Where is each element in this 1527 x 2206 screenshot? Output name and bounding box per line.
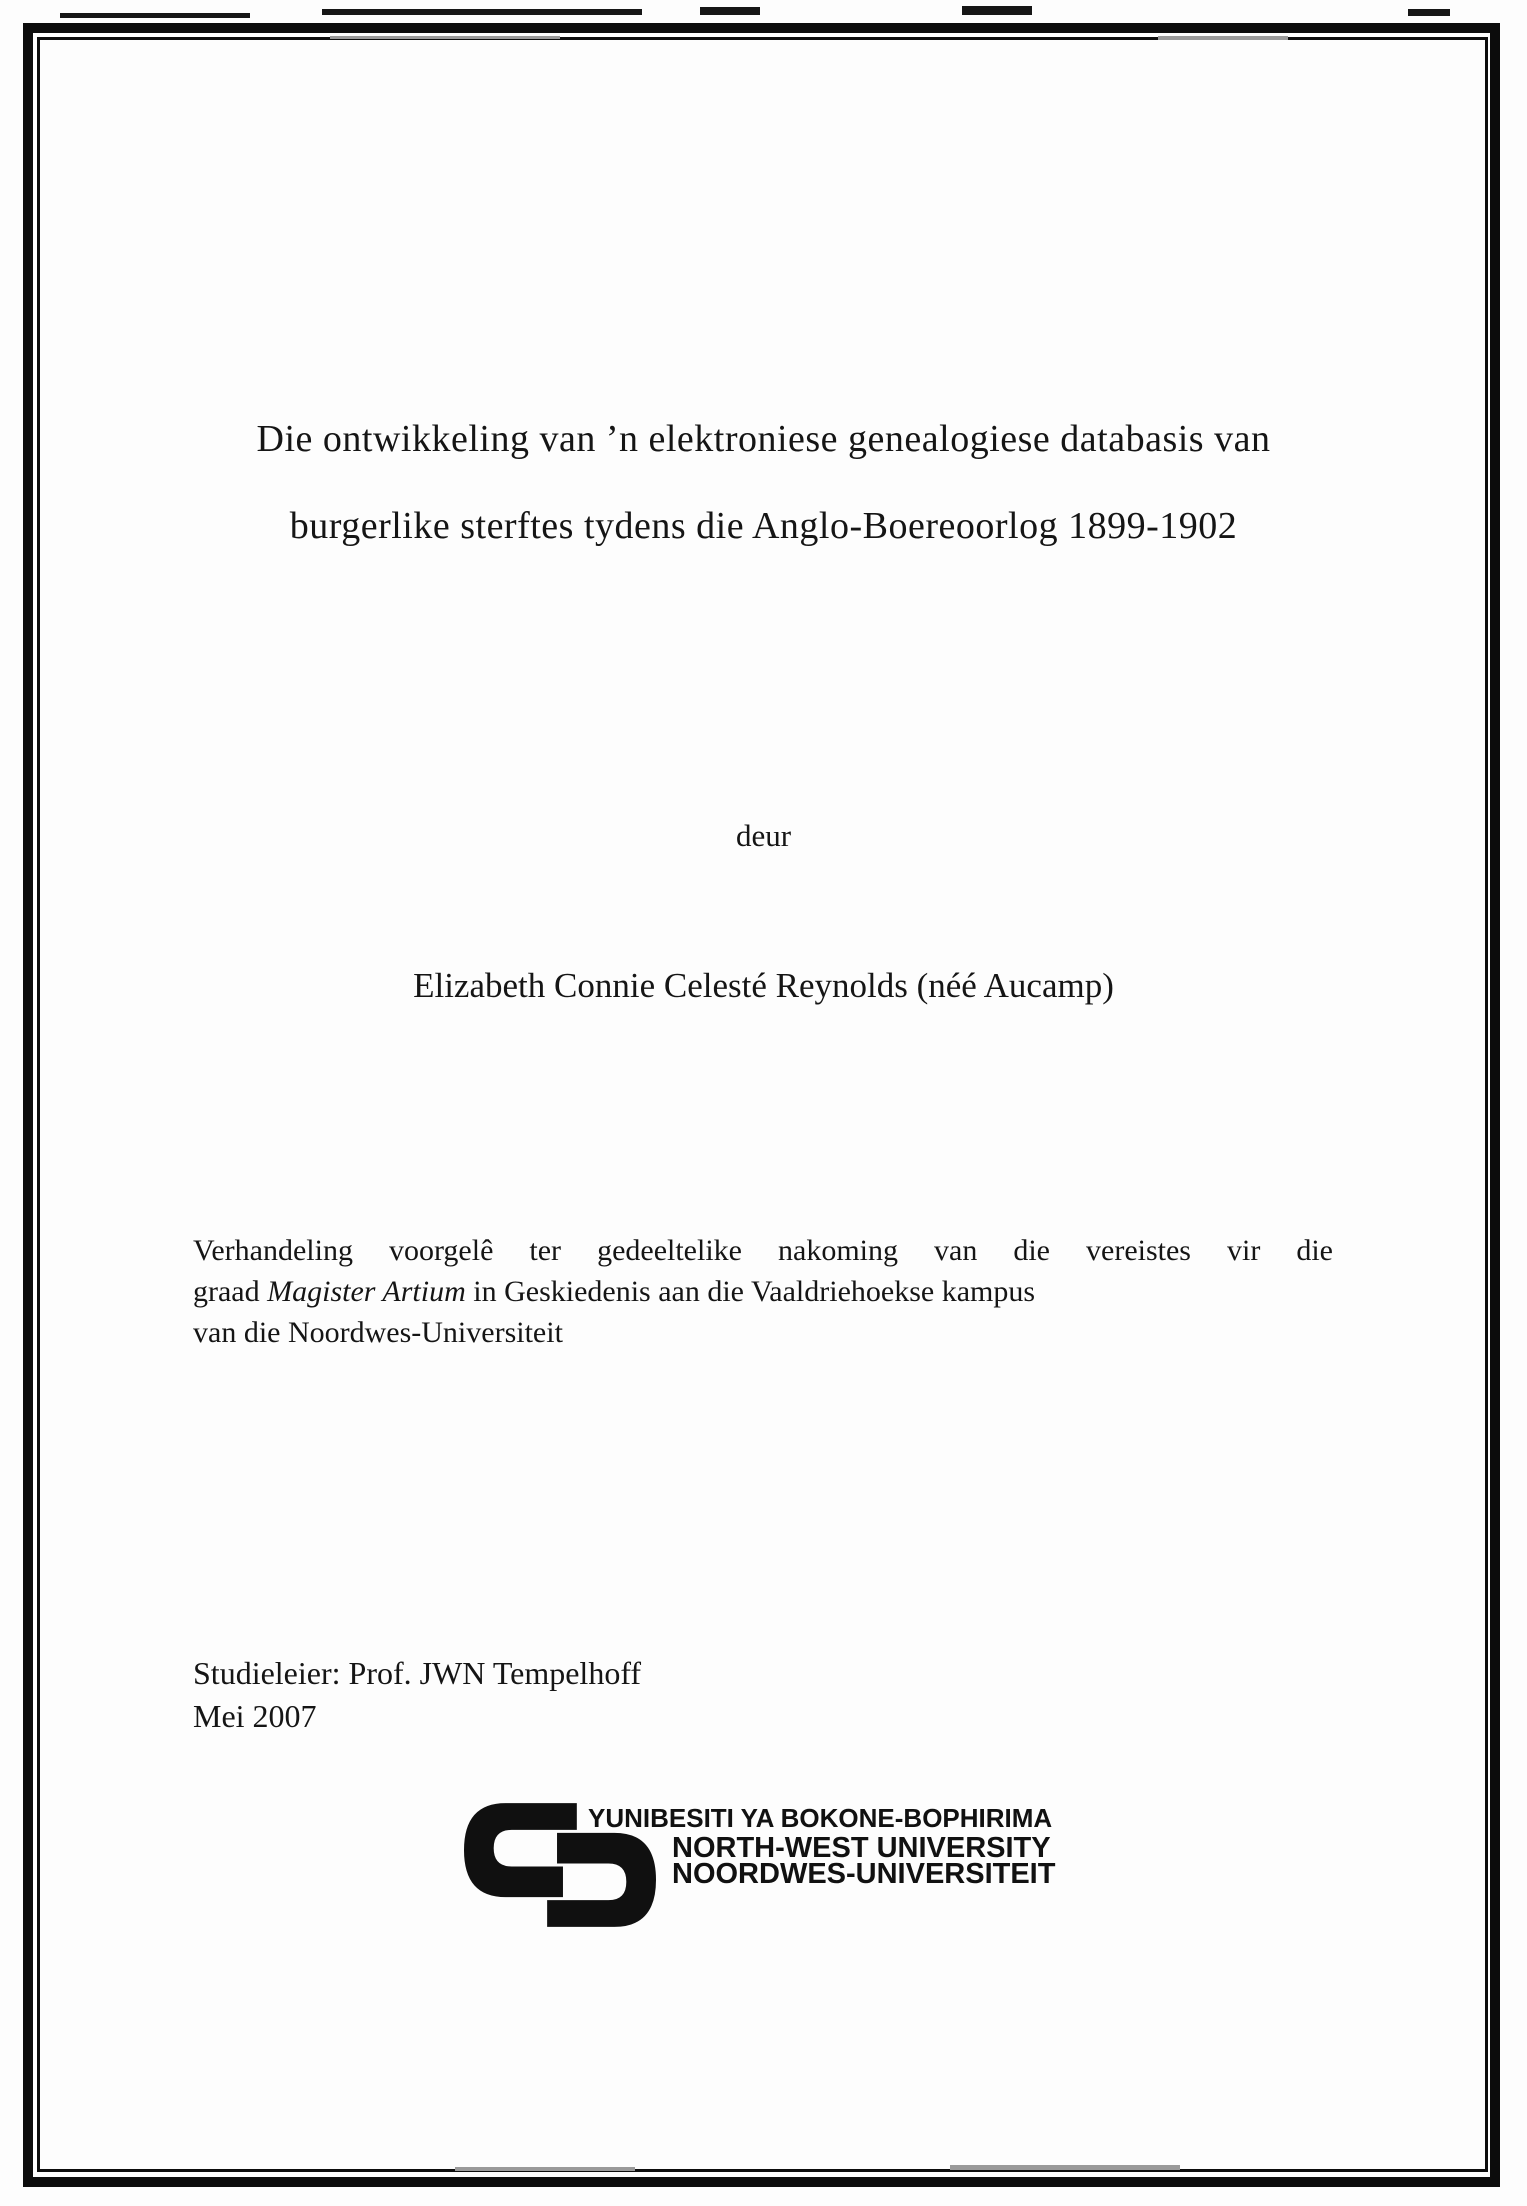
author-name: Elizabeth Connie Celesté Reynolds (néé Aucamp) xyxy=(413,966,1114,1005)
statement-line2-pre: graad xyxy=(193,1275,268,1308)
byline: deur xyxy=(735,818,792,853)
supervisor-block xyxy=(193,1652,641,1738)
scan-artifact xyxy=(330,36,560,39)
university-wordmark xyxy=(588,1802,1056,1890)
wordmark-line1: YUNIBESITI YA BOKONE-BOPHIRIMA xyxy=(588,1803,1053,1833)
scan-artifact xyxy=(322,9,642,15)
scan-artifact xyxy=(962,6,1032,15)
supervisor-line: Studieleier: Prof. JWN Tempelhoff xyxy=(193,1655,642,1691)
statement-line2-post: in Geskiedenis aan die Vaaldriehoekse kampus xyxy=(465,1275,1036,1308)
thesis-statement xyxy=(193,1230,1333,1353)
thesis-title-line2: burgerlike sterftes tydens die Anglo-Boereoorlog 1899-1902 xyxy=(289,505,1238,547)
thesis-title xyxy=(90,396,1437,570)
scan-artifact xyxy=(700,7,760,15)
statement-line2 xyxy=(193,1271,1333,1312)
scan-artifact xyxy=(60,13,250,18)
statement-line1: Verhandeling voorgelê ter gedeeltelike nakoming van die vereistes vir die xyxy=(193,1234,1333,1267)
thesis-title-line1: Die ontwikkeling van ’n elektroniese genealogiese databasis van xyxy=(256,418,1271,460)
wordmark-line3: NOORDWES-UNIVERSITEIT xyxy=(672,1858,1056,1890)
statement-line3: van die Noordwes-Universiteit xyxy=(193,1316,563,1349)
date-line: Mei 2007 xyxy=(193,1698,317,1734)
degree-name: Magister Artium xyxy=(267,1275,466,1308)
scan-artifact xyxy=(950,2165,1180,2170)
wordmark-line2: NORTH-WEST UNIVERSITY xyxy=(672,1832,1051,1864)
scan-artifact xyxy=(455,2167,635,2171)
scan-artifact xyxy=(1408,9,1450,16)
scan-artifact xyxy=(1158,36,1288,40)
